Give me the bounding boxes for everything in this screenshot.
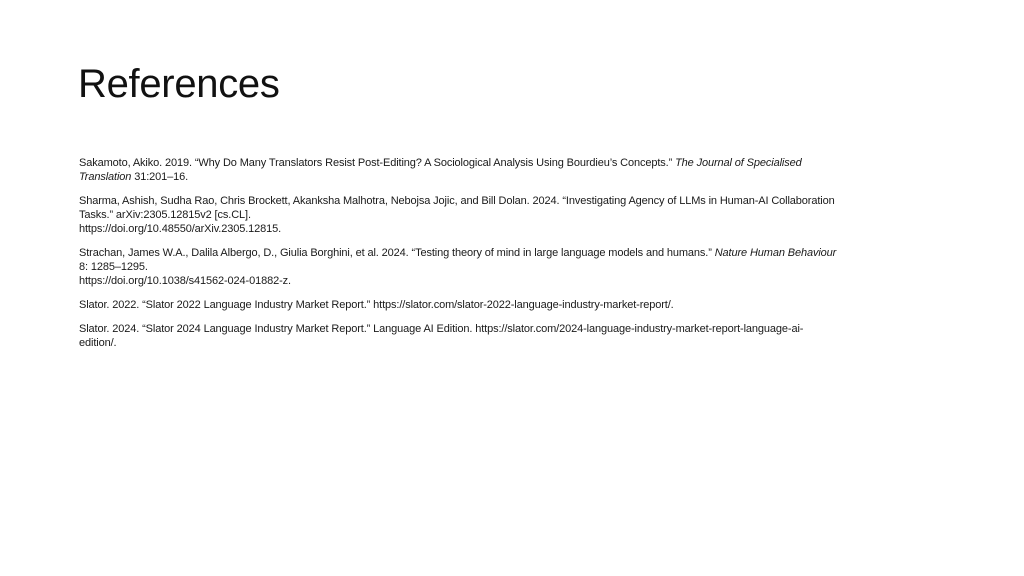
reference-text: Slator. 2022. “Slator 2022 Language Industry Market Report.” https://slator.com/slator-2022-language-industry-market-report/. bbox=[79, 299, 674, 311]
reference-text: 8: 1285–1295. bbox=[79, 261, 148, 273]
reference-text: Tasks.” arXiv:2305.12815v2 [cs.CL]. bbox=[79, 209, 251, 221]
reference-line bbox=[79, 156, 959, 170]
reference-item-sakamoto bbox=[79, 156, 959, 184]
reference-item-sharma bbox=[79, 194, 959, 236]
slide-title: References bbox=[78, 62, 280, 106]
reference-doi-link[interactable]: https://doi.org/10.1038/s41562-024-01882-z. bbox=[79, 275, 291, 287]
reference-doi-link[interactable]: https://doi.org/10.48550/arXiv.2305.12815. bbox=[79, 223, 282, 235]
reference-item-slator-2022 bbox=[79, 298, 959, 312]
journal-title: The Journal of Specialised bbox=[675, 157, 802, 169]
reference-text: Sakamoto, Akiko. 2019. “Why Do Many Translators Resist Post-Editing? A Sociological Analysis Using Bourdieu’s Concepts.” bbox=[79, 157, 676, 169]
journal-title: Translation bbox=[79, 171, 132, 183]
reference-item-strachan bbox=[79, 246, 959, 288]
reference-text: 31:201–16. bbox=[131, 171, 189, 183]
reference-text: Slator. 2024. “Slator 2024 Language Industry Market Report.” Language AI Edition. https://slator.com/2024-language-industry-market-report-language-ai- bbox=[79, 323, 804, 335]
references-list bbox=[79, 156, 959, 360]
reference-item-slator-2024 bbox=[79, 322, 959, 350]
reference-line bbox=[79, 170, 959, 184]
reference-line bbox=[79, 246, 959, 260]
reference-text: Sharma, Ashish, Sudha Rao, Chris Brockett, Akanksha Malhotra, Nebojsa Jojic, and Bill Dolan. 2024. “Investigating Agency of LLMs in Human-AI Collaboration bbox=[79, 195, 835, 207]
journal-title: Nature Human Behaviour bbox=[714, 247, 837, 259]
reference-text: edition/. bbox=[79, 337, 117, 349]
reference-text: Strachan, James W.A., Dalila Albergo, D., Giulia Borghini, et al. 2024. “Testing theory of mind in large language models and humans.” bbox=[79, 247, 715, 259]
